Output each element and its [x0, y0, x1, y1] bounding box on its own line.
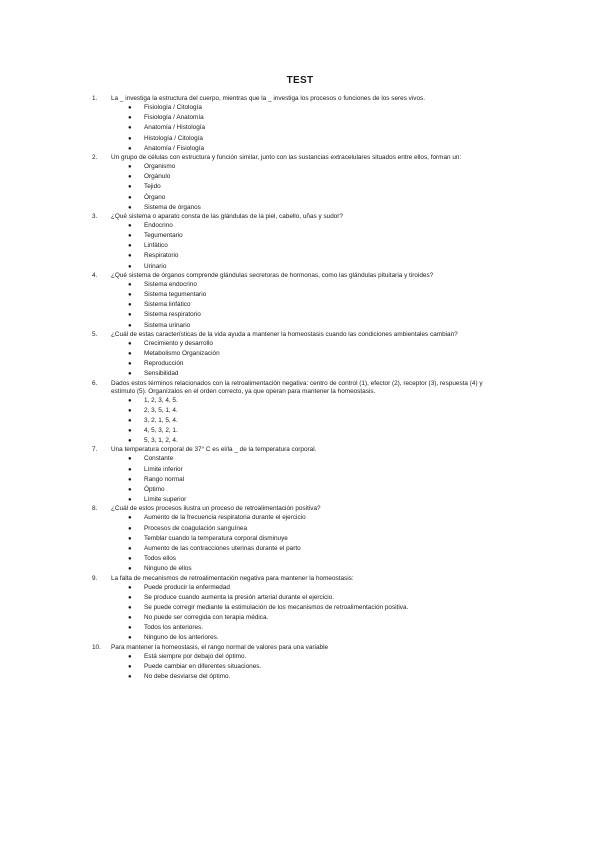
answer-option	[0, 554, 600, 564]
answer-option-text: Constante	[144, 455, 174, 463]
answer-option-text: Sistema de órganos	[144, 203, 201, 211]
answer-option	[0, 300, 600, 310]
question	[0, 272, 600, 331]
answer-option-text: Sensibilidad	[144, 370, 179, 378]
answer-option-text: Óptimo	[144, 486, 165, 493]
bullet-icon: ●	[128, 135, 132, 142]
answer-option	[0, 221, 600, 231]
answer-option	[0, 321, 600, 331]
question-text: ¿Qué sistema de órganos comprende glándulas secretoras de hormonas, como las glándulas pituitaria y tiroides?	[111, 271, 434, 279]
question-number: 2.	[92, 153, 98, 161]
bullet-icon: ●	[128, 674, 132, 680]
answer-option	[0, 103, 600, 113]
answer-option-text: Aumento de la frecuencia respiratoria durante el ejercicio	[144, 514, 306, 522]
answer-option	[0, 426, 600, 436]
bullet-icon: ●	[128, 407, 132, 414]
bullet-icon: ●	[128, 322, 132, 329]
bullet-icon: ●	[128, 476, 132, 483]
bullet-icon: ●	[128, 604, 132, 611]
bullet-icon: ●	[128, 194, 132, 201]
answer-option	[0, 406, 600, 416]
page-title: TEST	[286, 75, 314, 86]
question	[0, 446, 600, 505]
question-number: 7.	[92, 446, 98, 454]
answer-option-text: Linfático	[144, 242, 168, 250]
answer-option-text: Anatomía / Fisiología	[144, 144, 205, 152]
answer-option-text: Fisiología / Anatomía	[144, 114, 204, 122]
question	[0, 213, 600, 272]
answer-options	[0, 339, 600, 380]
answer-option-text: Todos los anteriores.	[144, 624, 203, 632]
answer-option	[0, 583, 600, 593]
bullet-icon: ●	[128, 515, 132, 522]
answer-option	[0, 369, 600, 379]
answer-option-text: Sistema urinario	[144, 321, 191, 329]
answer-options	[0, 652, 600, 683]
bullet-icon: ●	[128, 625, 132, 632]
answer-option-text: Organismo	[144, 162, 176, 170]
bullet-icon: ●	[128, 222, 132, 229]
bullet-icon: ●	[128, 456, 132, 463]
answer-option	[0, 603, 600, 613]
answer-option	[0, 436, 600, 446]
bullet-icon: ●	[128, 438, 132, 445]
answer-options	[0, 221, 600, 272]
question-number: 9.	[92, 574, 98, 582]
answer-option-text: Se produce cuando aumenta la presión arterial durante el ejercicio.	[144, 593, 335, 601]
bullet-icon: ●	[128, 263, 132, 270]
question-text: ¿Cuál de estos procesos ilustra un proceso de retroalimentación positiva?	[111, 505, 321, 513]
answer-option-text: Endocrino	[144, 221, 173, 229]
bullet-icon: ●	[128, 204, 132, 211]
answer-option	[0, 534, 600, 544]
answer-option	[0, 465, 600, 475]
answer-option	[0, 513, 600, 523]
answer-option-text: Límite superior	[144, 496, 187, 504]
bullet-icon: ●	[128, 466, 132, 473]
answer-option	[0, 396, 600, 406]
bullet-icon: ●	[128, 253, 132, 260]
bullet-icon: ●	[128, 584, 132, 591]
bullet-icon: ●	[128, 105, 132, 111]
answer-option-text: Metabolismo Organización	[144, 349, 220, 357]
question	[0, 644, 600, 683]
answer-option-text: Anatomía / Histología	[144, 124, 206, 132]
answer-option	[0, 113, 600, 123]
answer-option	[0, 613, 600, 623]
answer-options	[0, 454, 600, 505]
question-number: 6.	[92, 379, 98, 387]
answer-option	[0, 564, 600, 574]
answer-options	[0, 103, 600, 154]
answer-options	[0, 162, 600, 213]
answer-option	[0, 290, 600, 300]
answer-option	[0, 339, 600, 349]
bullet-icon: ●	[128, 350, 132, 357]
bullet-icon: ●	[128, 302, 132, 309]
bullet-icon: ●	[128, 525, 132, 532]
bullet-icon: ●	[128, 653, 132, 660]
answer-option-text: Tegumentario	[144, 232, 183, 240]
answer-option-text: Todos ellos	[144, 555, 176, 563]
bullet-icon: ●	[128, 233, 132, 240]
bullet-icon: ●	[128, 663, 132, 670]
answer-option-text: Temblar cuando la temperatura corporal disminuye	[144, 534, 288, 542]
answer-option	[0, 485, 600, 495]
bullet-icon: ●	[128, 371, 132, 378]
answer-option	[0, 672, 600, 682]
answer-option-text: Orgánulo	[144, 173, 171, 181]
bullet-icon: ●	[128, 545, 132, 552]
answer-option	[0, 280, 600, 290]
question-text: Dados estos términos relacionados con la retroalimentación negativa: centro de control (1), efector (2), receptor (3), respuesta (4) y estímulo (5). Organízalos en el orden correcto, ya que operan para mantener la homeostasis.	[111, 379, 483, 395]
bullet-icon: ●	[128, 497, 132, 504]
bullet-icon: ●	[128, 292, 132, 298]
answer-option-text: 1, 2, 3, 4, 5.	[144, 396, 178, 404]
answer-option	[0, 524, 600, 534]
answer-option	[0, 623, 600, 633]
question-number: 5.	[92, 330, 98, 338]
answer-option-text: Rango normal	[144, 475, 185, 483]
answer-option-text: 5, 3, 1, 2, 4.	[144, 437, 178, 445]
answer-option-text: Crecimiento y desarrollo	[144, 339, 213, 347]
answer-option-text: Ninguno de los anteriores.	[144, 634, 219, 642]
question-text: ¿Cuál de estas características de la vida ayuda a mantener la homeostasis cuando las condiciones ambientales cambian?	[111, 330, 458, 338]
answer-option-text: Puede cambiar en diferentes situaciones.	[144, 662, 262, 670]
answer-option	[0, 593, 600, 603]
answer-option-text: Está siempre por debajo del óptimo.	[144, 652, 247, 660]
answer-option-text: Límite inferior	[144, 465, 183, 473]
bullet-icon: ●	[128, 428, 132, 435]
answer-option-text: Órgano	[144, 193, 166, 201]
answer-option	[0, 193, 600, 203]
answer-option	[0, 349, 600, 359]
bullet-icon: ●	[128, 417, 132, 424]
question-number: 10.	[92, 643, 101, 651]
answer-option	[0, 454, 600, 464]
answer-option	[0, 633, 600, 643]
answer-option	[0, 172, 600, 182]
answer-option	[0, 475, 600, 485]
answer-option-text: Reproducción	[144, 360, 184, 368]
question	[0, 95, 600, 154]
answer-option-text: Aumento de las contracciones uterinas durante el parto	[144, 544, 301, 552]
question-text: Una temperatura corporal de 37° C es el/la _ de la temperatura corporal.	[111, 446, 317, 454]
bullet-icon: ●	[128, 556, 132, 563]
answer-option-text: Sistema linfático	[144, 301, 191, 309]
question	[0, 154, 600, 213]
bullet-icon: ●	[128, 115, 132, 122]
bullet-icon: ●	[128, 312, 132, 319]
answer-option	[0, 662, 600, 672]
answer-option-text: 3, 2, 1, 5, 4.	[144, 416, 178, 424]
answer-option	[0, 359, 600, 369]
answer-option	[0, 123, 600, 133]
answer-option	[0, 231, 600, 241]
answer-option-text: Tejido	[144, 183, 161, 191]
answer-option-text: Se puede corregir mediante la estimulación de los mecanismos de retroalimentación positiva.	[144, 603, 409, 611]
answer-option-text: Procesos de coagulación sanguínea	[144, 524, 248, 532]
bullet-icon: ●	[128, 340, 132, 347]
question-text: Un grupo de células con estructura y función similar, junto con las sustancias extracelulares situados entre ellos, forman un:	[111, 153, 462, 161]
bullet-icon: ●	[128, 281, 132, 288]
answer-option	[0, 203, 600, 213]
answer-option	[0, 310, 600, 320]
answer-options	[0, 280, 600, 331]
bullet-icon: ●	[128, 487, 132, 493]
question-number: 4.	[92, 271, 98, 279]
question	[0, 380, 600, 447]
answer-option-text: Ninguno de ellos	[144, 565, 192, 573]
question-text: Para mantener la homeostasis, el rango normal de valores para una variable	[111, 643, 329, 651]
answer-option-text: Histología / Citología	[144, 134, 203, 142]
answer-option	[0, 134, 600, 144]
answer-option-text: 2, 3, 5, 1, 4.	[144, 406, 178, 414]
question-text: La falta de mecanismos de retroalimentación negativa para mantener la homeostasis:	[111, 574, 354, 582]
answer-option	[0, 251, 600, 261]
answer-options	[0, 396, 600, 447]
answer-option	[0, 495, 600, 505]
question-number: 3.	[92, 212, 98, 220]
bullet-icon: ●	[128, 174, 132, 181]
answer-option	[0, 416, 600, 426]
answer-options	[0, 513, 600, 574]
question	[0, 505, 600, 574]
answer-option-text: No debe desviarse del óptimo.	[144, 673, 231, 680]
answer-option-text: 4, 5, 3, 2, 1.	[144, 427, 178, 435]
answer-option	[0, 262, 600, 272]
bullet-icon: ●	[128, 125, 132, 132]
answer-option	[0, 544, 600, 554]
answer-option-text: Urinario	[144, 262, 167, 270]
answer-option-text: Fisiología / Citología	[144, 104, 202, 111]
answer-option	[0, 241, 600, 251]
question-number: 8.	[92, 505, 98, 513]
bullet-icon: ●	[128, 615, 132, 622]
bullet-icon: ●	[128, 535, 132, 542]
question-text: La _ investiga la estructura del cuerpo, mientras que la _ investiga los procesos o funciones de los seres vivos.	[111, 95, 426, 102]
bullet-icon: ●	[128, 163, 132, 170]
question-number: 1.	[92, 95, 98, 102]
question-list	[0, 95, 600, 682]
answer-option-text: No puede ser corregida con terapia médica.	[144, 614, 269, 622]
question-text: ¿Qué sistema o aparato consta de las glándulas de la piel, cabello, uñas y sudor?	[111, 212, 343, 220]
answer-option	[0, 162, 600, 172]
answer-option-text: Respiratorio	[144, 252, 179, 260]
bullet-icon: ●	[128, 397, 132, 404]
bullet-icon: ●	[128, 184, 132, 191]
answer-option-text: Sistema respiratorio	[144, 311, 201, 319]
answer-options	[0, 583, 600, 644]
bullet-icon: ●	[128, 145, 132, 152]
answer-option-text: Sistema endocrino	[144, 280, 197, 288]
answer-option	[0, 144, 600, 154]
answer-option-text: Puede producir la enfermedad	[144, 583, 230, 591]
bullet-icon: ●	[128, 243, 132, 250]
bullet-icon: ●	[128, 566, 132, 573]
bullet-icon: ●	[128, 361, 132, 368]
question	[0, 575, 600, 644]
bullet-icon: ●	[128, 635, 132, 642]
question	[0, 331, 600, 380]
answer-option	[0, 652, 600, 662]
answer-option-text: Sistema tegumentario	[144, 291, 207, 298]
answer-option	[0, 182, 600, 192]
bullet-icon: ●	[128, 594, 132, 601]
